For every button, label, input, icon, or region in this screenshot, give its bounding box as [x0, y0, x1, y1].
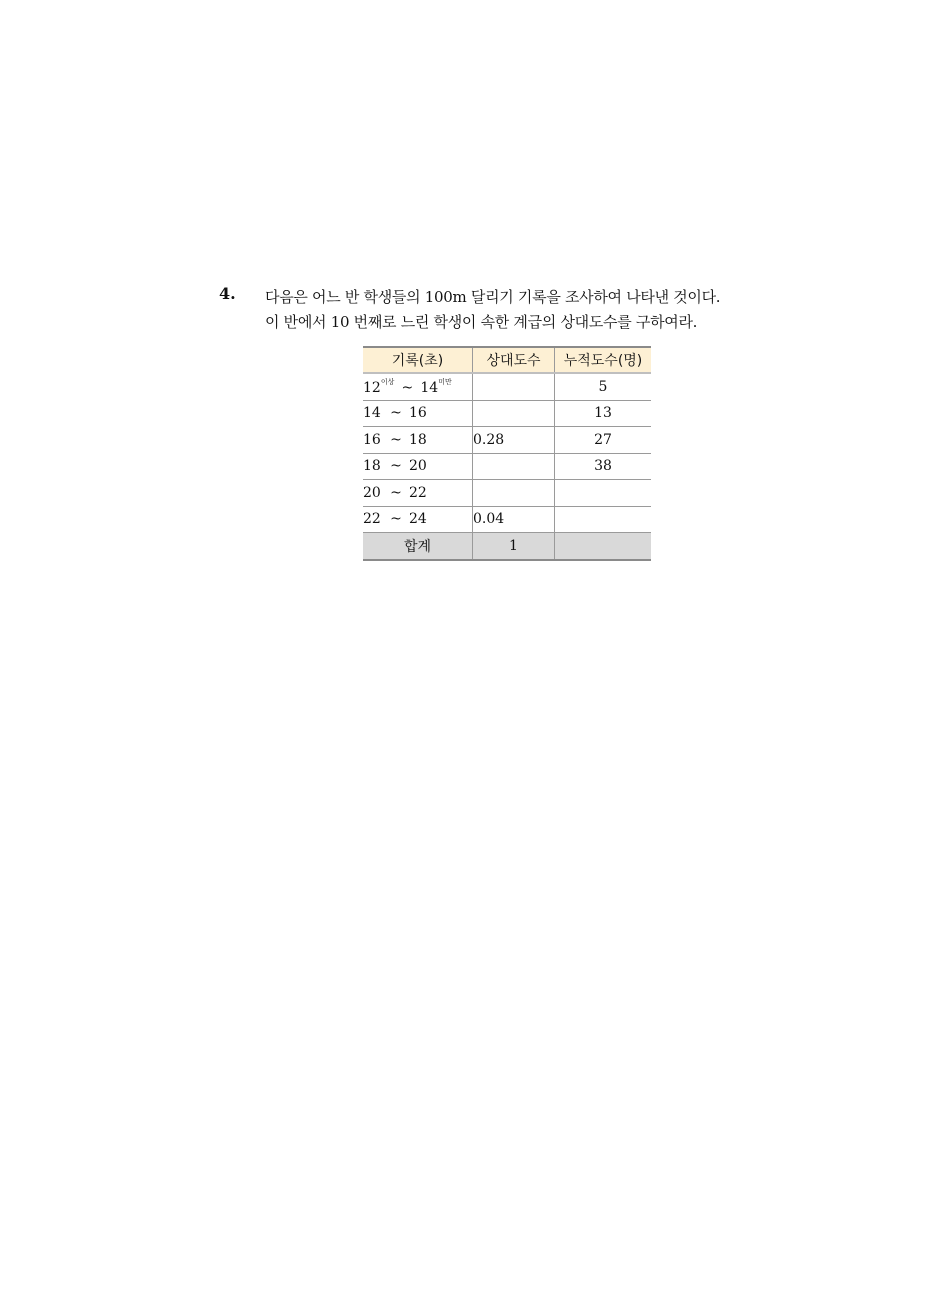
- relative-frequency-cell: [473, 480, 555, 507]
- problem-line-2: 이 반에서 10 번째로 느린 학생이 속한 계급의 상대도수를 구하여라.: [265, 313, 698, 331]
- header-cumulative-frequency: 누적도수(명): [555, 347, 652, 373]
- relative-frequency-cell: 0.04: [473, 506, 555, 533]
- problem-number: 4.: [219, 284, 236, 303]
- relative-frequency-cell: [473, 373, 555, 400]
- relative-frequency-cell: [473, 453, 555, 480]
- cumulative-frequency-cell: 27: [555, 427, 652, 454]
- sup-from: 이상: [380, 378, 395, 387]
- total-relative-frequency: 1: [473, 533, 555, 560]
- table-row: [363, 373, 651, 400]
- table-row: [363, 400, 651, 427]
- frequency-table: [363, 346, 651, 561]
- problem-line-1: 다음은 어느 반 학생들의 100m 달리기 기록을 조사하여 나타낸 것이다.: [265, 288, 721, 306]
- cumulative-frequency-cell: [555, 506, 652, 533]
- total-cumulative-frequency: [555, 533, 652, 560]
- total-label: 합계: [363, 533, 473, 560]
- header-record: 기록(초): [363, 347, 473, 373]
- cumulative-frequency-cell: 5: [555, 373, 652, 400]
- class-range: 20 ~ 22: [363, 480, 473, 507]
- relative-frequency-cell: [473, 400, 555, 427]
- class-range: 14 ~ 16: [363, 400, 473, 427]
- class-range: 16 ~ 18: [363, 427, 473, 454]
- class-range: 18 ~ 20: [363, 453, 473, 480]
- class-range: 22 ~ 24: [363, 506, 473, 533]
- table-row: [363, 506, 651, 533]
- table-row: [363, 427, 651, 454]
- cumulative-frequency-cell: [555, 480, 652, 507]
- relative-frequency-cell: 0.28: [473, 427, 555, 454]
- class-range: $12^{이상}$ ~ $14^{미만}$: [363, 373, 473, 400]
- total-row: [363, 533, 651, 560]
- table-row: [363, 480, 651, 507]
- sup-to: 미만: [438, 378, 452, 387]
- problem-text: [265, 285, 720, 335]
- table-row: [363, 453, 651, 480]
- cumulative-frequency-cell: 38: [555, 453, 652, 480]
- table-header-row: [363, 347, 651, 373]
- header-relative-frequency: 상대도수: [473, 347, 555, 373]
- cumulative-frequency-cell: 13: [555, 400, 652, 427]
